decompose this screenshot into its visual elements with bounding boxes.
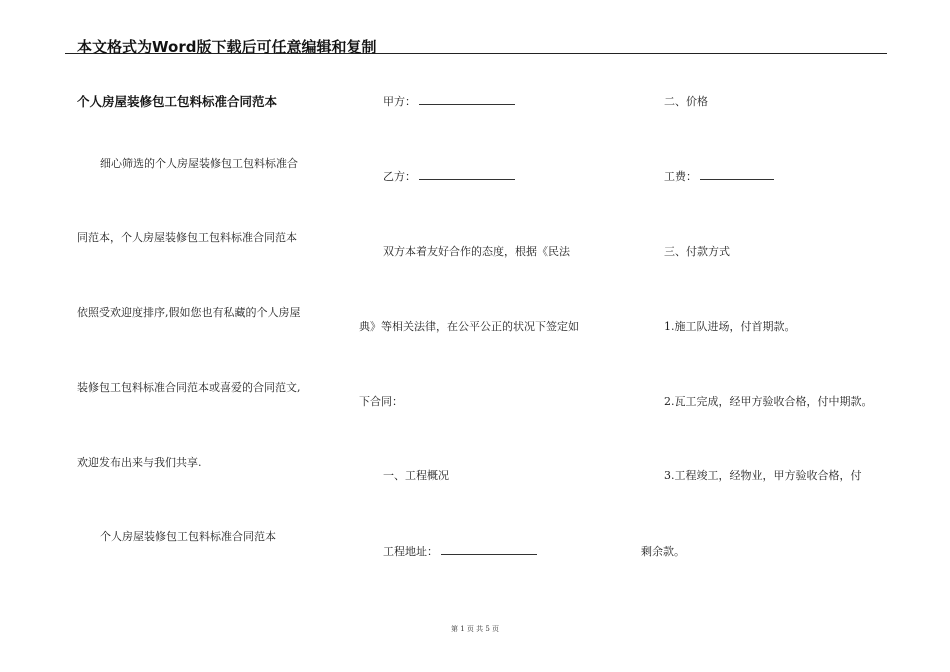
intro-line-5: 欢迎发布出来与我们共享.: [77, 456, 202, 469]
document-title: 个人房屋装修包工包料标准合同范本: [77, 94, 278, 109]
payment-item-3: 3.工程竣工，经物业，甲方验收合格，付: [664, 469, 862, 482]
intro-line-3: 依照受欢迎度排序,假如您也有私藏的个人房屋: [77, 306, 301, 319]
agreement-line-2: 典》等相关法律，在公平公正的状况下签定如: [359, 320, 579, 333]
header-divider: [65, 53, 887, 54]
agreement-line-3: 下合同：: [359, 395, 403, 408]
address-row: [383, 543, 537, 559]
section-3-heading: 三、付款方式: [664, 245, 730, 258]
address-label: 工程地址：: [383, 545, 438, 558]
party-a-blank: [419, 94, 515, 105]
party-a-row: [383, 93, 515, 109]
intro-line-1: 细心筛选的个人房屋装修包工包料标准合: [100, 157, 298, 170]
party-a-label: 甲方：: [383, 95, 416, 108]
labor-fee-blank: [700, 169, 774, 180]
section-1-heading: 一、工程概况: [383, 469, 449, 482]
document-banner: 本文格式为Word版下载后可任意编辑和复制: [77, 38, 377, 56]
labor-fee-label: 工费：: [664, 170, 697, 183]
party-b-row: [383, 168, 515, 184]
page-number: 第 1 页 共 5 页: [450, 625, 500, 633]
party-b-blank: [419, 169, 515, 180]
payment-item-2: 2.瓦工完成，经甲方验收合格，付中期款。: [664, 395, 873, 408]
section-2-heading: 二、价格: [664, 95, 708, 108]
subtitle-line: 个人房屋装修包工包料标准合同范本: [100, 530, 276, 543]
agreement-line-1: 双方本着友好合作的态度，根据《民法: [383, 245, 570, 258]
labor-fee-row: [664, 168, 774, 184]
payment-item-1: 1.施工队进场，付首期款。: [664, 320, 796, 333]
party-b-label: 乙方：: [383, 170, 416, 183]
payment-item-3-continued: 剩余款。: [641, 545, 685, 558]
intro-line-2: 同范本，个人房屋装修包工包料标准合同范本: [77, 231, 297, 244]
address-blank: [441, 544, 537, 555]
intro-line-4: 装修包工包料标准合同范本或喜爱的合同范文,: [77, 381, 301, 394]
